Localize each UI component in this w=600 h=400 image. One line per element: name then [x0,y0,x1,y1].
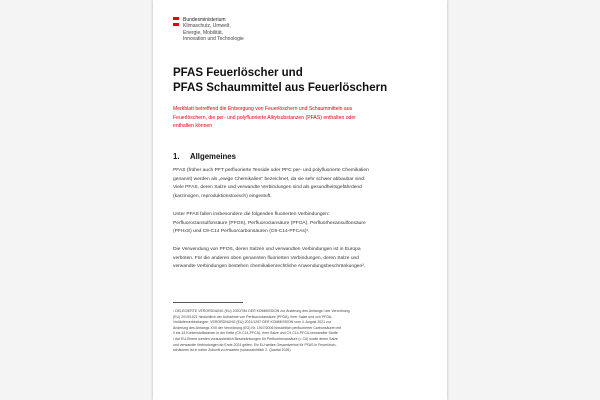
austria-flag-logo [173,17,179,27]
paragraph-line: PFAS (früher auch PFT perfluorierte Tenside oder PFC per- und polyfluorierte Chemikalien [173,168,369,173]
paragraph-line: Viele PFAS, deren Salze und verwandte Verbindungen sind als gesundheitsgefährdend [173,185,362,191]
ministry-header [183,17,244,42]
footnote-line: und verwandte Verbindungen ab Ende 2024 gelten. Ein EU weites Gesamtverbot für PFAS in Feuerlösch- [173,342,337,347]
paragraph-line: (karzinogen, reproduktionstoxisch) eingestuft. [173,193,272,199]
footnotes [173,309,435,354]
paragraph-pfas-compounds [173,211,435,237]
footnote-line: 9 bis 14 Kohlenstoffatomen in der Kette (C9-C14-PFCA), ihrer Salze und C9-C14-PFCA-verwandter Stoffe [173,331,338,336]
paragraph-pfas-restrictions [173,246,435,272]
paragraph-line: Perfluoroctansulfonsäure (PFOS), Perfluoroctansäure (PFOA), Perfluorhexansulfonsäure [173,220,366,226]
footnote-line: (EU) 2019/1021 hinsichtlich der Aufnahme von Perfluoroctansäure (PFOA), ihrer Salze und von PFOA- [173,314,333,319]
paragraph-line: verwandte Verbindungen bestehen chemikalienrechtliche Anwendungsbeschränkungen². [173,264,366,270]
section-heading [173,152,236,161]
lead-line: enthalten können [173,123,213,130]
title-line: PFAS Schaummittel aus Feuerlöschern [173,82,388,94]
paragraph-line: verboten. Für die anderen oben genannten fluorierten Verbindungen, deren Salze und [173,255,359,261]
footnote-line: ¹ DELEGIERTE VERORDNUNG (EU) 2020/784 DER KOMMISSION zur Änderung des Anhangs I der Verordnung [173,309,350,313]
ministry-line: Klimaschutz, Umwelt, [183,23,231,30]
paragraph-pfas-definition [173,167,435,201]
paragraph-line: Unter PFAS fallen insbesondere die folgenden fluorierten Verbindungen: [173,212,330,217]
section-number: 1. [173,152,180,161]
ministry-line: Energie, Mobilität, [183,29,224,36]
paragraph-line: (PFHxS) und C9-C14 Perfluorcarbonsäuren (C9-C14-PFCAs)¹. [173,229,310,235]
section-title: Allgemeines [190,152,236,161]
lead-line: Merkblatt betreffend die Entsorgung von Feuerlöschern und Schaummitteln aus [173,106,353,112]
lead-line: Feuerlöschern, die per- und polyfluorierte Alkylsubstanzen (PFAS) enthalten oder [173,114,356,121]
ministry-line: Bundesministerium [183,17,226,23]
title-line: PFAS Feuerlöscher und [173,67,303,79]
paragraph-line: genannt) werden als „ewige Chemikalien" bezeichnet, da sie sehr schwer abbaubar sind. [173,176,366,182]
footnote-divider [173,302,243,303]
footnote-line: Änderung des Anhangs XVII der Verordnung (EG) Nr. 1907/2006 hinsichtlich perfluorierter Carbonsäuren mit [173,325,342,330]
ministry-line: Innovation und Technologie [183,35,244,42]
paragraph-line: Die Verwendung von PFOS, deren Salzen und verwandten Verbindungen ist in Europa [173,247,361,252]
footnote-line: schäumen ist in naher Zukunft zu erwarten (voraussichtlich 2. Quartal 2026). [173,348,292,353]
lead-paragraph [173,105,433,131]
document-title [173,66,433,96]
document-page [153,0,447,400]
footnote-line: ² Auf EU-Ebene werden voraussichtlich Beschränkungen für Perfluorhexansäure (= C6) sowie deren Salze [173,336,338,341]
footnote-line: Vorläuferverbindungen; VERORDNUNG (EU) 2021/1297 DER KOMMISSION vom 4. August 2021 zur [173,320,331,325]
